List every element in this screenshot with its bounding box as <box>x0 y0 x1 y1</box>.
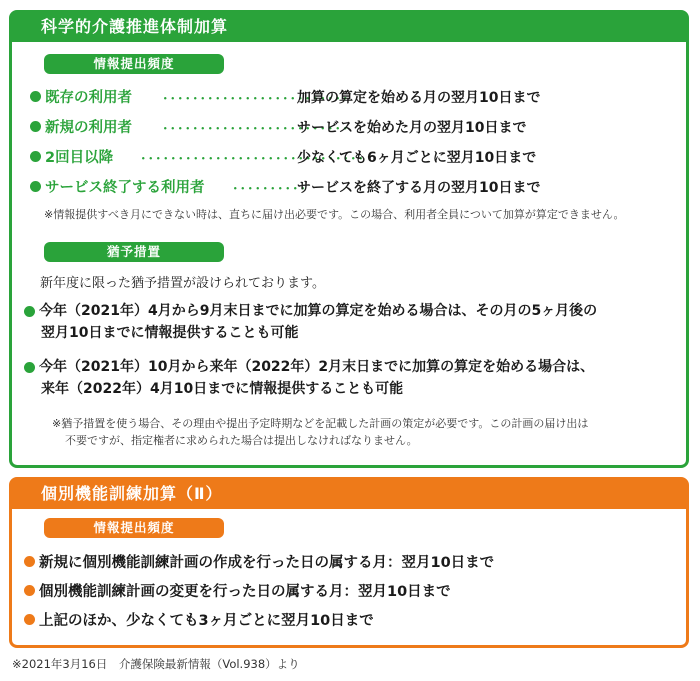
bullet-icon <box>30 121 41 132</box>
freq-value: サービスを始めた月の翌月10日まで <box>297 120 527 136</box>
leader-dots: ･･････････ <box>232 182 307 197</box>
grace-item-1 <box>24 300 597 344</box>
grace-item-line1: 今年（2021年）4月から9月末日までに加算の算定を始める場合は、その月の5ヶ月後の <box>39 303 598 319</box>
freq-value: サービスを終了する月の翌月10日まで <box>297 180 541 196</box>
green-panel-title: 科学的介護推進体制加算 <box>11 12 687 42</box>
leader-dots: ･････････････････････････ <box>162 92 350 107</box>
orange-item-text: 上記のほか、少なくても3ヶ月ごとに翌月10日まで <box>39 613 374 629</box>
freq-label: 既存の利用者 <box>45 90 132 106</box>
grace-intro: 新年度に限った猶予措置が設けられております。 <box>40 276 325 291</box>
freq-row-4 <box>30 176 205 197</box>
grace-item-line1: 今年（2021年）10月から来年（2022年）2月末日までに加算の算定を始める場合は、 <box>39 359 595 375</box>
freq-row-2 <box>30 116 132 137</box>
grace-item-line2: 来年（2022年）4月10日までに情報提供することも可能 <box>41 381 404 397</box>
freq-label: 新規の利用者 <box>45 120 132 136</box>
bullet-icon <box>24 614 35 625</box>
bullet-icon <box>24 362 35 373</box>
bullet-icon <box>24 556 35 567</box>
grace-item-line2: 翌月10日までに情報提供することも可能 <box>41 325 299 341</box>
grace-item-2 <box>24 356 594 400</box>
bullet-icon <box>24 306 35 317</box>
freq-value: 加算の算定を始める月の翌月10日まで <box>297 90 541 106</box>
bullet-icon <box>30 151 41 162</box>
orange-item-2 <box>24 580 451 601</box>
freq-pill-orange: 情報提出頻度 <box>44 518 224 538</box>
bullet-icon <box>24 585 35 596</box>
orange-item-1 <box>24 551 494 572</box>
grace-note <box>52 415 588 449</box>
freq-pill-green: 情報提出頻度 <box>44 54 224 74</box>
orange-item-3 <box>24 609 374 630</box>
orange-item-text: 新規に個別機能訓練計画の作成を行った日の属する月：翌月10日まで <box>39 555 495 571</box>
freq-row-1 <box>30 86 132 107</box>
leader-dots: ･･････････････････････････････ <box>140 152 365 167</box>
grace-note-line1: ※猶予措置を使う場合、その理由や提出予定時期などを記載した計画の策定が必要です。この計画の届け出は <box>52 417 589 430</box>
bullet-icon <box>30 91 41 102</box>
grace-note-line2: 不要ですが、指定権者に求められた場合は提出しなければなりません。 <box>65 434 418 447</box>
freq-label: サービス終了する利用者 <box>45 180 205 196</box>
footer-source: ※2021年3月16日 介護保険最新情報（Vol.938）より <box>12 657 300 671</box>
freq-label: 2回目以降 <box>45 150 114 166</box>
freq-row-3 <box>30 146 113 167</box>
orange-panel-title: 個別機能訓練加算（Ⅱ） <box>11 479 687 509</box>
grace-pill: 猶予措置 <box>44 242 224 262</box>
bullet-icon <box>30 181 41 192</box>
orange-item-text: 個別機能訓練計画の変更を行った日の属する月：翌月10日まで <box>39 584 451 600</box>
freq-note: ※情報提供すべき月にできない時は、直ちに届け出必要です。この場合、利用者全員について加算が算定できません。 <box>44 208 625 221</box>
freq-value: 少なくても6ヶ月ごとに翌月10日まで <box>297 150 537 166</box>
leader-dots: ･････････････････････････ <box>162 122 350 137</box>
